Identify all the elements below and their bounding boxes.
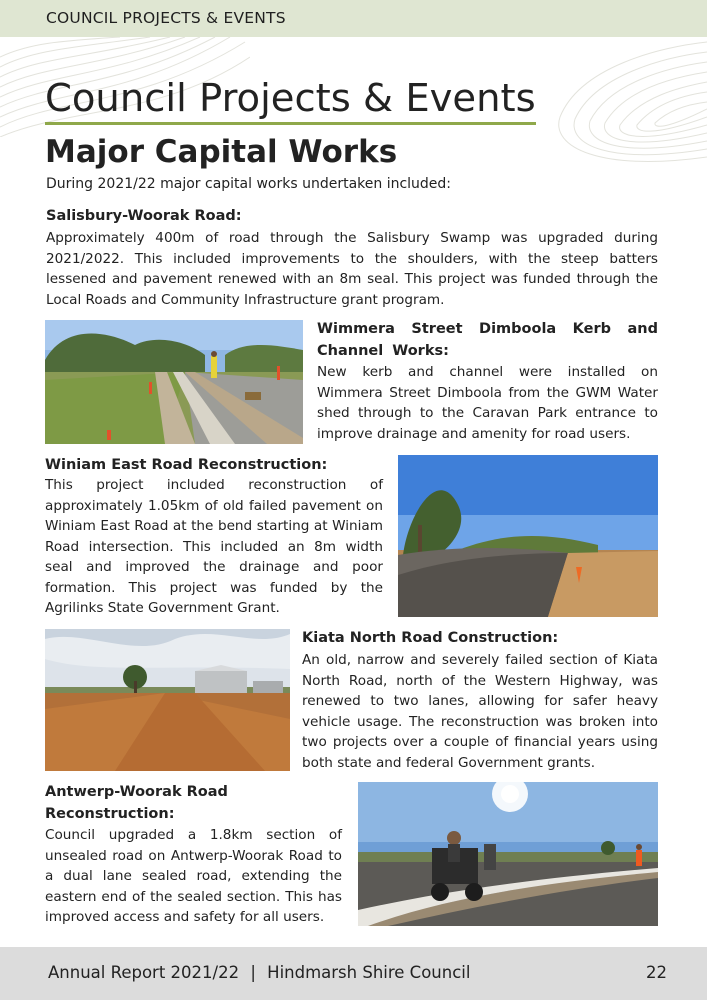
project-text-kiata: An old, narrow and severely failed section of Kiata North Road, north of the Western Highway, was renewed to two lanes, allowing for safer heavy vehicle usage. The reconstruction was broken into two projects over a couple of financial years using both state and federal Government grants. xyxy=(302,652,658,771)
footer-report-line xyxy=(48,963,470,982)
project-heading-wimmera: Wimmera Street Dimboola Kerb and Channel Works: xyxy=(317,321,658,359)
page-title: Council Projects & Events xyxy=(45,76,536,121)
project-heading-winiam: Winiam East Road Reconstruction: xyxy=(45,457,328,473)
antwerp-road-photo xyxy=(358,782,658,926)
section-title: Major Capital Works xyxy=(45,134,398,170)
winiam-road-photo xyxy=(398,455,658,617)
project-heading-kiata: Kiata North Road Construction: xyxy=(302,630,559,646)
kerb-works-photo xyxy=(45,320,303,444)
kiata-road-photo xyxy=(45,629,290,771)
project-text-antwerp: Council upgraded a 1.8km section of unsealed road on Antwerp-Woorak Road to a dual lane sealed road, extending the eastern end of the sealed section. This has improved access and safety for all users. xyxy=(45,827,342,925)
footer-report: Annual Report 2021/22 xyxy=(48,963,240,982)
project-text-salisbury: Approximately 400m of road through the Salisbury Swamp was upgraded during 2021/2022. This included improvements to the shoulders, with the steep batters lessened and pavement renewed with an 8m seal. This project was funded through the Local Roads and Community Infrastructure grant program. xyxy=(46,230,658,308)
contour-decoration-right xyxy=(540,37,707,177)
top-banner xyxy=(0,0,707,37)
footer-separator: | xyxy=(250,963,256,982)
project-text-wimmera: New kerb and channel were installed on Wimmera Street Dimboola from the GWM Water shed through to the Caravan Park entrance to improve drainage and amenity for road users. xyxy=(317,364,658,442)
footer-council: Hindmarsh Shire Council xyxy=(267,963,471,982)
page-number: 22 xyxy=(646,963,667,982)
project-heading-salisbury: Salisbury-Woorak Road: xyxy=(46,208,242,224)
page-footer xyxy=(0,947,707,1000)
intro-text: During 2021/22 major capital works undertaken included: xyxy=(46,176,452,192)
section-label: COUNCIL PROJECTS & EVENTS xyxy=(46,9,286,27)
project-heading-antwerp: Antwerp-Woorak Road Reconstruction: xyxy=(45,784,228,822)
title-underline xyxy=(45,122,536,125)
project-text-winiam: This project included reconstruction of approximately 1.05km of old failed pavement on Winiam East Road at the bend starting at Winiam Road intersection. This included an 8m width seal and improved the drainage and poor formation. This project was funded by the Agrilinks State Government Grant. xyxy=(45,477,383,616)
